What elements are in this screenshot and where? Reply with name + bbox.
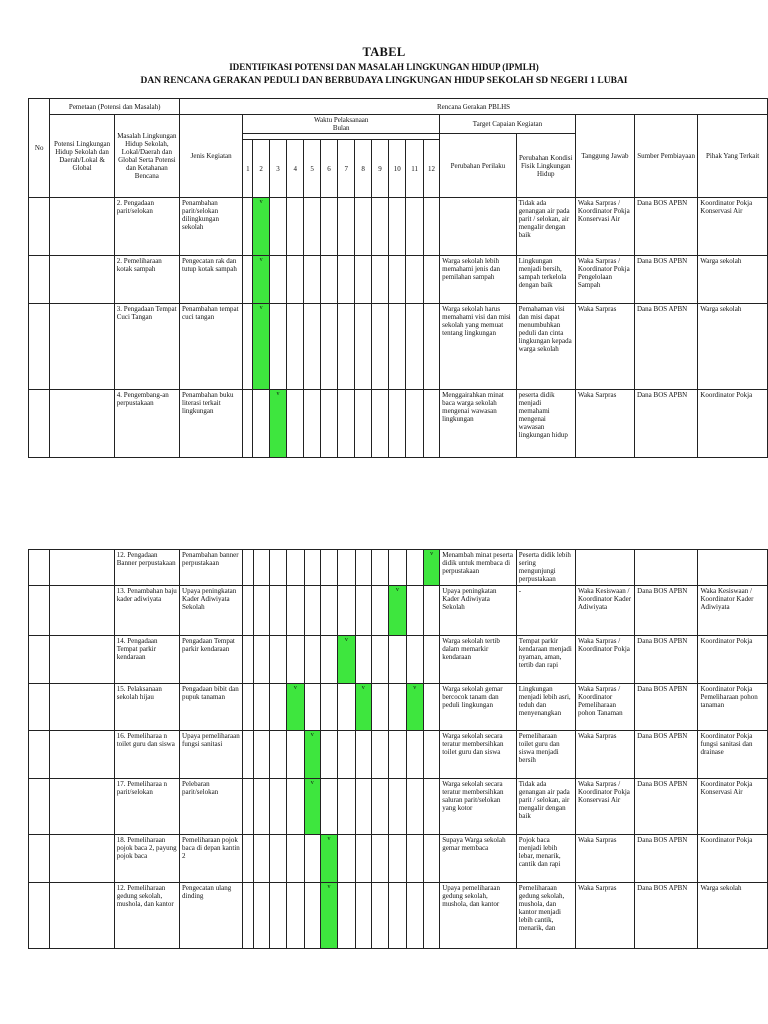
- schedule-mark: v: [338, 636, 355, 684]
- cell-potensi: [50, 390, 114, 458]
- schedule-cell: [269, 198, 286, 256]
- schedule-cell: [269, 636, 286, 684]
- cell-no: [29, 636, 50, 684]
- schedule-cell: [371, 586, 388, 636]
- cell-potensi: [50, 256, 114, 304]
- header-rencana: Rencana Gerakan PBLHS: [180, 99, 768, 115]
- cell-jenis: Penambahan parit/selokan dilingkungan sekolah: [180, 198, 243, 256]
- header-waktu-label: Waktu Pelaksanaan: [313, 116, 369, 124]
- cell-fisik: Tidak ada genangan air pada parit / selokan, air mengalir dengan baik: [516, 198, 575, 256]
- schedule-cell: [406, 731, 423, 779]
- schedule-cell: [338, 550, 355, 586]
- cell-perilaku: Upaya pemeliharaan gedung sekolah, mushola, dan kantor: [440, 883, 517, 949]
- schedule-cell: [355, 731, 371, 779]
- schedule-cell: [269, 779, 286, 835]
- cell-sumber: Dana BOS APBN: [635, 684, 698, 731]
- cell-pihak: Koordinator Pokja Pemeliharaan pohon tanaman: [698, 684, 768, 731]
- schedule-mark: v: [389, 586, 406, 636]
- schedule-cell: [406, 636, 423, 684]
- cell-jenis: Pengecatan rak dan tutup kotak sampah: [180, 256, 243, 304]
- schedule-cell: [304, 835, 320, 883]
- schedule-cell: [287, 779, 304, 835]
- schedule-cell: [320, 198, 337, 256]
- schedule-cell: [243, 390, 253, 458]
- cell-potensi: [50, 636, 114, 684]
- cell-tanggung: Waka Sarpras: [575, 835, 634, 883]
- cell-sumber: Dana BOS APBN: [635, 835, 698, 883]
- schedule-cell: [355, 550, 371, 586]
- cell-no: [29, 731, 50, 779]
- schedule-cell: [406, 198, 423, 256]
- cell-no: [29, 390, 50, 458]
- schedule-cell: [423, 198, 439, 256]
- cell-perilaku: [440, 198, 517, 256]
- schedule-cell: [423, 390, 439, 458]
- cell-masalah: 12. Pengadaan Banner perpustakaan: [114, 550, 179, 586]
- schedule-cell: [355, 779, 371, 835]
- cell-perilaku: Supaya Warga sekolah gemar membaca: [440, 835, 517, 883]
- title-main: TABEL: [362, 45, 406, 59]
- schedule-cell: [269, 684, 286, 731]
- schedule-cell: [253, 731, 269, 779]
- schedule-cell: [338, 684, 355, 731]
- cell-pihak: [698, 550, 768, 586]
- cell-potensi: [50, 883, 114, 949]
- month-header: 7: [338, 140, 355, 198]
- cell-tanggung: Waka Sarpras / Koordinator Pokja Pengelolaan Sampah: [575, 256, 634, 304]
- cell-fisik: Peserta didik lebih sering mengunjungi perpustakaan: [516, 550, 575, 586]
- schedule-mark: v: [423, 550, 439, 586]
- schedule-cell: [304, 390, 320, 458]
- schedule-cell: [355, 304, 371, 390]
- schedule-cell: [320, 586, 337, 636]
- schedule-cell: [355, 586, 371, 636]
- cell-perilaku: Warga sekolah secara teratur membersihkan toilet guru dan siswa: [440, 731, 517, 779]
- cell-fisik: peserta didik menjadi memahami mengenai wawasan lingkungan hidup: [516, 390, 575, 458]
- schedule-cell: [423, 256, 439, 304]
- schedule-cell: [269, 256, 286, 304]
- cell-perilaku: Warga sekolah secara teratur membersihkan saluran parit/selokan yang kotor: [440, 779, 517, 835]
- cell-masalah: 12. Pemeliharaan gedung sekolah, mushola, dan kantor: [114, 883, 179, 949]
- cell-sumber: Dana BOS APBN: [635, 731, 698, 779]
- schedule-cell: [338, 390, 355, 458]
- schedule-mark: v: [320, 835, 337, 883]
- cell-tanggung: Waka Kesiswaan / Koordinator Kader Adiwiyata: [575, 586, 634, 636]
- month-header: 3: [269, 140, 286, 198]
- cell-no: [29, 198, 50, 256]
- month-header: 9: [371, 140, 388, 198]
- schedule-cell: [423, 779, 439, 835]
- cell-no: [29, 835, 50, 883]
- cell-pihak: Koordinator Pokja Konservasi Air: [698, 779, 768, 835]
- table-row: [29, 835, 768, 883]
- table-row: [29, 586, 768, 636]
- schedule-cell: [243, 256, 253, 304]
- schedule-cell: [243, 684, 253, 731]
- cell-tanggung: Waka Sarpras: [575, 731, 634, 779]
- schedule-cell: [406, 390, 423, 458]
- schedule-cell: [389, 198, 406, 256]
- schedule-cell: [253, 835, 269, 883]
- schedule-cell: [304, 550, 320, 586]
- cell-sumber: [635, 550, 698, 586]
- schedule-cell: [320, 779, 337, 835]
- cell-tanggung: Waka Sarpras: [575, 390, 634, 458]
- schedule-cell: [371, 390, 388, 458]
- cell-masalah: 3. Pengadaan Tempat Cuci Tangan: [114, 304, 179, 390]
- schedule-cell: [371, 835, 388, 883]
- schedule-cell: [423, 684, 439, 731]
- header-jenis: Jenis Kegiatan: [180, 115, 243, 198]
- schedule-mark: v: [253, 198, 269, 256]
- schedule-cell: [243, 731, 253, 779]
- schedule-cell: [338, 256, 355, 304]
- cell-sumber: Dana BOS APBN: [635, 390, 698, 458]
- month-header: 1: [243, 140, 253, 198]
- schedule-cell: [423, 586, 439, 636]
- header-sumber: Sumber Pembiayaan: [635, 115, 698, 198]
- cell-no: [29, 550, 50, 586]
- schedule-cell: [371, 684, 388, 731]
- schedule-cell: [304, 883, 320, 949]
- schedule-mark: v: [355, 684, 371, 731]
- cell-tanggung: [575, 550, 634, 586]
- cell-masalah: 18. Pemeliharaan pojok baca 2, payung pojok baca: [114, 835, 179, 883]
- schedule-cell: [287, 550, 304, 586]
- header-waktu: [243, 115, 440, 134]
- month-header: 2: [253, 140, 269, 198]
- schedule-cell: [269, 731, 286, 779]
- cell-tanggung: Waka Sarpras / Koordinator Pemeliharaan pohon Tanaman: [575, 684, 634, 731]
- schedule-mark: v: [269, 390, 286, 458]
- cell-jenis: Pelebaran parit/selokan: [180, 779, 243, 835]
- cell-masalah: 13. Penambahan baju kader adiwiyata: [114, 586, 179, 636]
- schedule-cell: [371, 550, 388, 586]
- schedule-cell: [406, 304, 423, 390]
- cell-pihak: Koordinator Pokja: [698, 636, 768, 684]
- cell-pihak: Koordinator Pokja Konservasi Air: [698, 198, 768, 256]
- header-no: No: [29, 99, 50, 198]
- schedule-cell: [406, 256, 423, 304]
- cell-pihak: Warga sekolah: [698, 256, 768, 304]
- cell-no: [29, 304, 50, 390]
- schedule-mark: v: [304, 779, 320, 835]
- schedule-cell: [406, 835, 423, 883]
- schedule-cell: [269, 883, 286, 949]
- schedule-cell: [338, 304, 355, 390]
- schedule-cell: [243, 550, 253, 586]
- schedule-cell: [287, 883, 304, 949]
- cell-tanggung: Waka Sarpras / Koordinator Pokja Konservasi Air: [575, 779, 634, 835]
- schedule-cell: [406, 586, 423, 636]
- cell-perilaku: Warga sekolah lebih memahami jenis dan pemilahan sampah: [440, 256, 517, 304]
- schedule-cell: [253, 636, 269, 684]
- table-row: [29, 779, 768, 835]
- schedule-cell: [389, 883, 406, 949]
- cell-tanggung: Waka Sarpras / Koordinator Pokja Konservasi Air: [575, 198, 634, 256]
- table-row: [29, 198, 768, 256]
- cell-sumber: Dana BOS APBN: [635, 304, 698, 390]
- header-pemetaan: Pemetaan (Potensi dan Masalah): [50, 99, 180, 115]
- cell-no: [29, 779, 50, 835]
- cell-jenis: Penambahan buku literasi terkait lingkungan: [180, 390, 243, 458]
- schedule-cell: [389, 256, 406, 304]
- cell-fisik: Pemeliharaan toilet guru dan siswa menjadi bersih: [516, 731, 575, 779]
- month-header: 12: [423, 140, 439, 198]
- cell-masalah: 15. Pelaksanaan sekolah hijau: [114, 684, 179, 731]
- schedule-cell: [253, 684, 269, 731]
- header-bulan-label: Bulan: [332, 124, 350, 132]
- month-header: 10: [389, 140, 406, 198]
- cell-fisik: Tidak ada genangan air pada parit / selokan, air mengalir dengan baik: [516, 779, 575, 835]
- cell-perilaku: Warga sekolah harus memahami visi dan misi sekolah yang memuat tentang lingkungan: [440, 304, 517, 390]
- month-header: 11: [406, 140, 423, 198]
- cell-masalah: 17. Pemeliharaa n parit/selokan: [114, 779, 179, 835]
- cell-jenis: Penambahan tempat cuci tangan: [180, 304, 243, 390]
- schedule-cell: [406, 779, 423, 835]
- header-perilaku: Perubahan Perilaku: [440, 134, 517, 198]
- cell-potensi: [50, 835, 114, 883]
- schedule-cell: [320, 550, 337, 586]
- schedule-cell: [287, 636, 304, 684]
- month-header: 8: [355, 140, 371, 198]
- schedule-cell: [253, 883, 269, 949]
- schedule-cell: [389, 390, 406, 458]
- cell-potensi: [50, 586, 114, 636]
- cell-jenis: Pengecatan ulang dinding: [180, 883, 243, 949]
- schedule-cell: [338, 883, 355, 949]
- schedule-cell: [269, 304, 286, 390]
- schedule-cell: [371, 731, 388, 779]
- schedule-cell: [287, 304, 304, 390]
- header-fisik: Perubahan Kondisi Fisik Lingkungan Hidup: [516, 134, 575, 198]
- schedule-cell: [389, 304, 406, 390]
- schedule-cell: [423, 636, 439, 684]
- schedule-cell: [243, 883, 253, 949]
- schedule-cell: [320, 684, 337, 731]
- schedule-cell: [389, 550, 406, 586]
- schedule-cell: [423, 883, 439, 949]
- schedule-cell: [338, 731, 355, 779]
- cell-sumber: Dana BOS APBN: [635, 198, 698, 256]
- cell-pihak: Koordinator Pokja fungsi sanitasi dan drainase: [698, 731, 768, 779]
- schedule-cell: [304, 198, 320, 256]
- cell-pihak: Koordinator Pokja: [698, 835, 768, 883]
- table-bottom: [28, 549, 768, 949]
- schedule-cell: [320, 731, 337, 779]
- schedule-cell: [253, 779, 269, 835]
- schedule-cell: [320, 390, 337, 458]
- schedule-cell: [287, 731, 304, 779]
- schedule-cell: [287, 835, 304, 883]
- cell-perilaku: Upaya peningkatan Kader Adiwiyata Sekolah: [440, 586, 517, 636]
- schedule-cell: [320, 636, 337, 684]
- schedule-cell: [243, 779, 253, 835]
- cell-fisik: Pemeliharaan gedung sekolah, mushola, dan kantor menjadi lebih cantik, menarik, dan: [516, 883, 575, 949]
- cell-fisik: Pemahaman visi dan misi dapat menumbuhkan peduli dan cinta lingkungan kepada warga sekolah: [516, 304, 575, 390]
- cell-fisik: Lingkungan menjadi bersih, sampah terkelola dengan baik: [516, 256, 575, 304]
- schedule-cell: [243, 636, 253, 684]
- schedule-cell: [371, 256, 388, 304]
- cell-sumber: Dana BOS APBN: [635, 883, 698, 949]
- cell-tanggung: Waka Sarpras: [575, 883, 634, 949]
- schedule-cell: [355, 835, 371, 883]
- schedule-cell: [423, 835, 439, 883]
- cell-perilaku: Menambah minat peserta didik untuk membaca di perpustakaan: [440, 550, 517, 586]
- cell-sumber: Dana BOS APBN: [635, 586, 698, 636]
- cell-sumber: Dana BOS APBN: [635, 779, 698, 835]
- schedule-cell: [389, 636, 406, 684]
- schedule-cell: [338, 586, 355, 636]
- cell-pihak: Warga sekolah: [698, 883, 768, 949]
- cell-fisik: Pojok baca menjadi lebih lebar, menarik, cantik dan rapi: [516, 835, 575, 883]
- schedule-cell: [253, 586, 269, 636]
- cell-masalah: 4. Pengembang-an perpustakaan: [114, 390, 179, 458]
- cell-jenis: Upaya pemeliharaan fungsi sanitasi: [180, 731, 243, 779]
- schedule-cell: [389, 731, 406, 779]
- schedule-cell: [423, 731, 439, 779]
- cell-perilaku: Menggairahkan minat baca warga sekolah mengenai wawasan lingkungan: [440, 390, 517, 458]
- cell-potensi: [50, 198, 114, 256]
- document-title-block: [0, 44, 768, 88]
- table-row: [29, 684, 768, 731]
- month-header: 4: [287, 140, 304, 198]
- schedule-cell: [355, 390, 371, 458]
- schedule-mark: v: [320, 883, 337, 949]
- schedule-cell: [406, 550, 423, 586]
- cell-jenis: Pengadaan Tempat parkir kendaraan: [180, 636, 243, 684]
- cell-fisik: Tempat parkir kendaraan menjadi nyaman, aman, tertib dan rapi: [516, 636, 575, 684]
- title-line-1: IDENTIFIKASI POTENSI DAN MASALAH LINGKUNGAN HIDUP (IPMLH): [229, 62, 539, 72]
- schedule-mark: v: [304, 731, 320, 779]
- schedule-cell: [243, 198, 253, 256]
- schedule-cell: [253, 390, 269, 458]
- table-row: [29, 550, 768, 586]
- schedule-cell: [304, 586, 320, 636]
- schedule-cell: [320, 256, 337, 304]
- header-potensi: Potensi Lingkungan Hidup Sekolah dan Daerah/Lokal & Global: [50, 115, 114, 198]
- schedule-cell: [338, 779, 355, 835]
- schedule-cell: [269, 586, 286, 636]
- cell-potensi: [50, 550, 114, 586]
- cell-jenis: Pemeliharaan pojok baca di depan kantin 2: [180, 835, 243, 883]
- schedule-cell: [243, 835, 253, 883]
- cell-jenis: Pengadaan bibit dan pupuk tanaman: [180, 684, 243, 731]
- cell-pihak: Koordinator Pokja: [698, 390, 768, 458]
- month-header: 6: [320, 140, 337, 198]
- schedule-mark: v: [287, 684, 304, 731]
- header-tanggung: Tanggung Jawab: [575, 115, 634, 198]
- cell-tanggung: Waka Sarpras / Koordinator Pokja: [575, 636, 634, 684]
- cell-no: [29, 586, 50, 636]
- schedule-cell: [287, 586, 304, 636]
- cell-perilaku: Warga sekolah tertib dalam memarkir kendaraan: [440, 636, 517, 684]
- schedule-cell: [304, 304, 320, 390]
- schedule-cell: [355, 256, 371, 304]
- cell-masalah: 2. Pengadaan parit/selokan: [114, 198, 179, 256]
- schedule-mark: v: [406, 684, 423, 731]
- schedule-cell: [269, 835, 286, 883]
- schedule-cell: [371, 198, 388, 256]
- schedule-cell: [355, 636, 371, 684]
- cell-no: [29, 256, 50, 304]
- schedule-cell: [389, 779, 406, 835]
- schedule-cell: [355, 883, 371, 949]
- cell-no: [29, 883, 50, 949]
- cell-fisik: -: [516, 586, 575, 636]
- cell-masalah: 2. Pemeliharaan kotak sampah: [114, 256, 179, 304]
- schedule-cell: [287, 198, 304, 256]
- cell-masalah: 14. Pengadaan Tempat parkir kendaraan: [114, 636, 179, 684]
- schedule-cell: [253, 550, 269, 586]
- schedule-cell: [243, 586, 253, 636]
- cell-tanggung: Waka Sarpras: [575, 304, 634, 390]
- schedule-cell: [304, 256, 320, 304]
- table-row: [29, 304, 768, 390]
- table-row: [29, 883, 768, 949]
- table-top: [28, 98, 768, 458]
- table-row: [29, 256, 768, 304]
- schedule-cell: [320, 304, 337, 390]
- cell-jenis: Penambahan banner perpustakaan: [180, 550, 243, 586]
- title-line-2: DAN RENCANA GERAKAN PEDULI DAN BERBUDAYA LINGKUNGAN HIDUP SEKOLAH SD NEGERI 1 LUBAI: [140, 76, 628, 86]
- schedule-cell: [371, 636, 388, 684]
- cell-masalah: 16. Pemeliharaa n toilet guru dan siswa: [114, 731, 179, 779]
- cell-sumber: Dana BOS APBN: [635, 256, 698, 304]
- schedule-cell: [355, 198, 371, 256]
- table-row: [29, 731, 768, 779]
- schedule-cell: [371, 883, 388, 949]
- cell-pihak: Waka Kesiswaan / Koordinator Kader Adiwiyata: [698, 586, 768, 636]
- cell-potensi: [50, 731, 114, 779]
- schedule-cell: [287, 256, 304, 304]
- cell-no: [29, 684, 50, 731]
- header-pihak: Pihak Yang Terkait: [698, 115, 768, 198]
- schedule-cell: [371, 304, 388, 390]
- cell-potensi: [50, 779, 114, 835]
- schedule-cell: [287, 390, 304, 458]
- cell-fisik: Lingkungan menjadi lebih asri, teduh dan menyenangkan: [516, 684, 575, 731]
- schedule-cell: [338, 835, 355, 883]
- schedule-cell: [304, 636, 320, 684]
- cell-perilaku: Warga sekolah gemar bercocok tanam dan peduli lingkungan: [440, 684, 517, 731]
- schedule-cell: [423, 304, 439, 390]
- schedule-cell: [304, 684, 320, 731]
- cell-potensi: [50, 684, 114, 731]
- cell-potensi: [50, 304, 114, 390]
- schedule-mark: v: [253, 256, 269, 304]
- cell-sumber: Dana BOS APBN: [635, 636, 698, 684]
- schedule-cell: [371, 779, 388, 835]
- schedule-cell: [338, 198, 355, 256]
- header-target: Target Capaian Kegiatan: [440, 115, 576, 134]
- cell-pihak: Warga sekolah: [698, 304, 768, 390]
- schedule-cell: [389, 835, 406, 883]
- schedule-cell: [406, 883, 423, 949]
- table-row: [29, 390, 768, 458]
- month-header: 5: [304, 140, 320, 198]
- schedule-mark: v: [253, 304, 269, 390]
- table-row: [29, 636, 768, 684]
- schedule-cell: [243, 304, 253, 390]
- schedule-cell: [269, 550, 286, 586]
- header-masalah: Masalah Lingkungan Hidup Sekolah, Lokal/Daerah dan Global Serta Potensi dan Ketahanan Bencana: [114, 115, 179, 198]
- schedule-cell: [389, 684, 406, 731]
- cell-jenis: Upaya peningkatan Kader Adiwiyata Sekolah: [180, 586, 243, 636]
